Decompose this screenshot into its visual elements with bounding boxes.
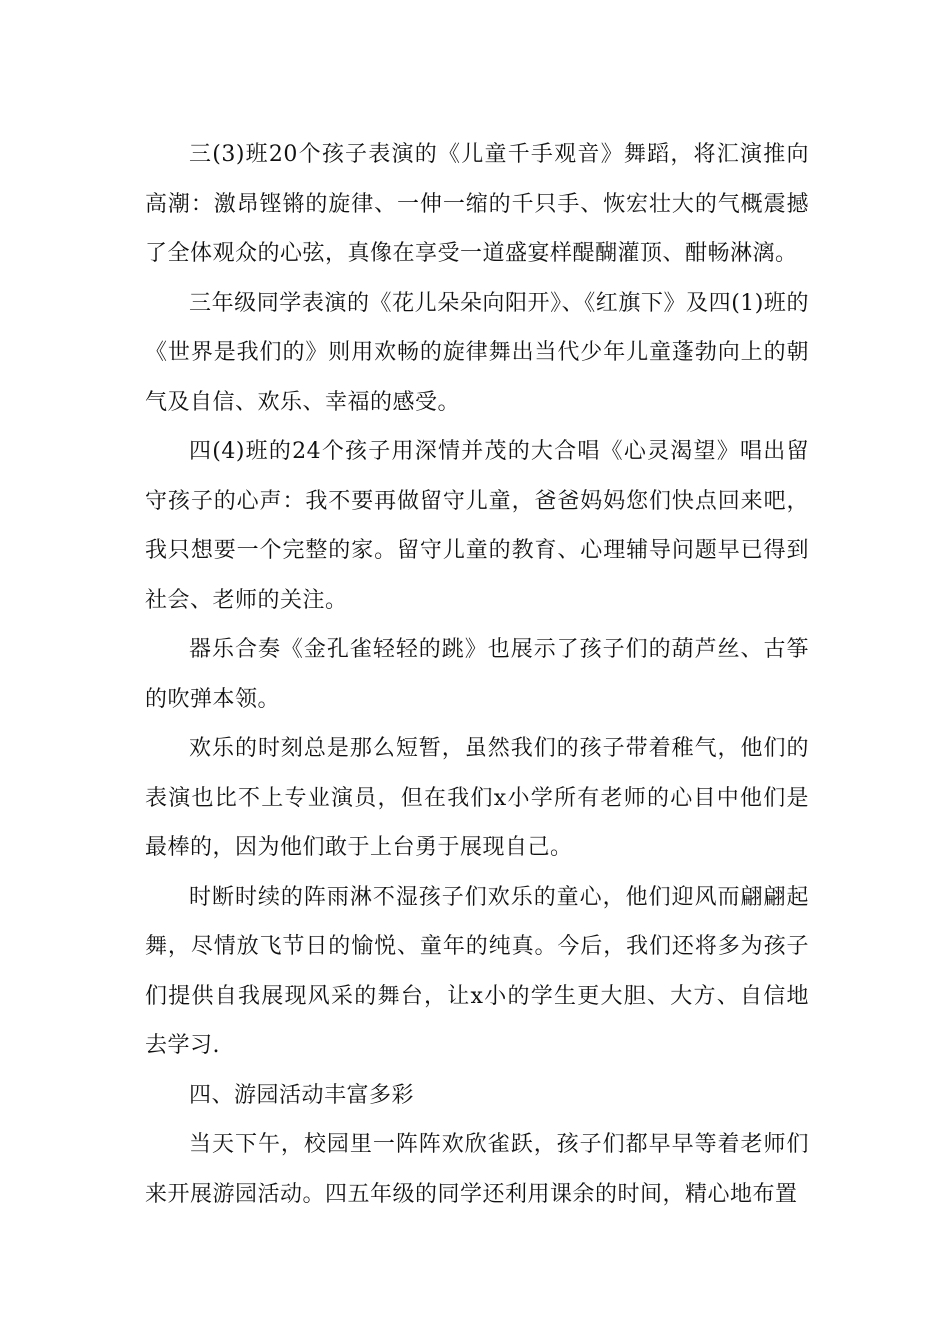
paragraph-afternoon: 当天下午，校园里一阵阵欢欣雀跃，孩子们都早早等着老师们来开展游园活动。四五年级的同学还利用课余的时间，精心地布置 <box>145 1132 809 1207</box>
paragraph-joyful-moment: 欢乐的时刻总是那么短暂，虽然我们的孩子带着稚气，他们的表演也比不上专业演员，但在我们x小学所有老师的心目中他们是最棒的，因为他们敢于上台勇于展现自己。 <box>145 736 809 860</box>
paragraph-instrumental: 器乐合奏《金孔雀轻轻的跳》也展示了孩子们的葫芦丝、古筝的吹弹本领。 <box>145 637 809 712</box>
paragraph-rain: 时断时续的阵雨淋不湿孩子们欢乐的童心，他们迎风而翩翩起舞，尽情放飞节日的愉悦、童年的纯真。今后，我们还将多为孩子们提供自我展现风采的舞台，让x小的学生更大胆、大方、自信地去学习. <box>145 884 809 1058</box>
paragraph-grade-three-songs: 三年级同学表演的《花儿朵朵向阳开》、《红旗下》及四(1)班的《世界是我们的》则用欢畅的旋律舞出当代少年儿童蓬勃向上的朝气及自信、欢乐、幸福的感受。 <box>145 290 809 415</box>
document-page <box>145 130 809 1219</box>
paragraph-choir: 四(4)班的24个孩子用深情并茂的大合唱《心灵渴望》唱出留守孩子的心声：我不要再做留守儿童，爸爸妈妈您们快点回来吧，我只想要一个完整的家。留守儿童的教育、心理辅导问题早已得到社会、老师的关注。 <box>145 439 809 613</box>
section-heading: 四、游园活动丰富多彩 <box>189 1082 415 1108</box>
paragraph-thousand-hand-dance: 三(3)班20个孩子表演的《儿童千手观音》舞蹈，将汇演推向高潮：激昂铿锵的旋律、一伸一缩的千只手、恢宏壮大的气概震撼了全体观众的心弦，真像在享受一道盛宴样醍醐灌顶、酣畅淋漓。 <box>145 142 809 266</box>
